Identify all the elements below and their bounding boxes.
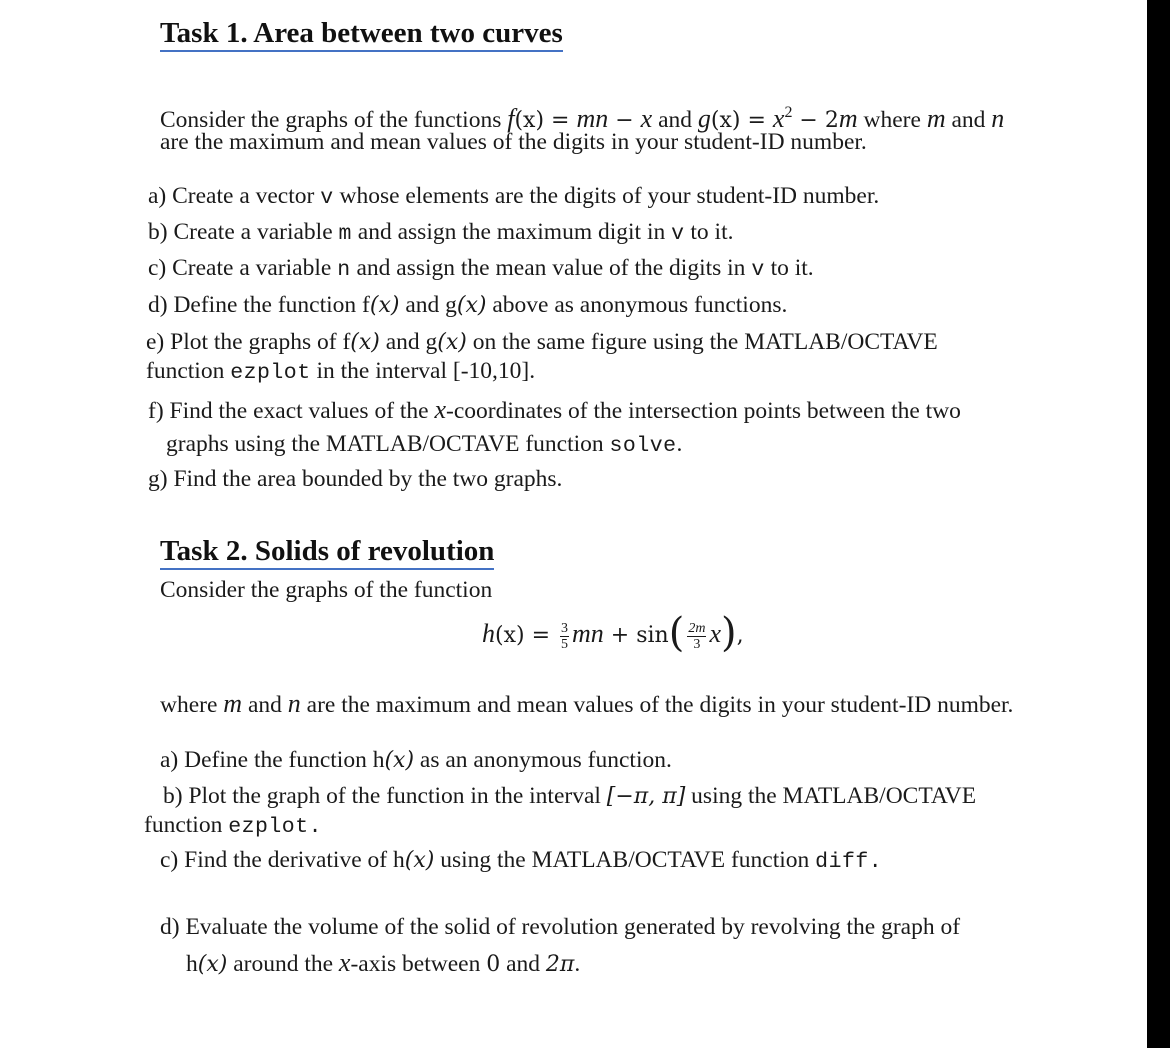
task1-intro-line1: Consider the graphs of the functions f(x) = mn − x and $g(x) = x^2 - 2m$ where m and n <box>160 104 1005 133</box>
task1-item-f-cont: graphs using the MATLAB/OCTAVE function solve. <box>166 431 683 458</box>
task1-title: Task 1. Area between two curves <box>160 17 563 52</box>
task2-item-b-cont: function ezplot. <box>144 812 323 839</box>
task2-title: Task 2. Solids of revolution <box>160 535 494 570</box>
task1-item-a: a) Create a vector v whose elements are the digits of your student-ID number. <box>148 183 880 210</box>
task2-item-d: d) Evaluate the volume of the solid of revolution generated by revolving the graph of <box>160 914 961 940</box>
task2-intro: Consider the graphs of the function <box>160 577 493 603</box>
task1-item-e-cont: function ezplot in the interval [-10,10]. <box>146 358 536 385</box>
task1-item-e: e) Plot the graphs of f(x) and g(x) on the same figure using the MATLAB/OCTAVE <box>146 329 938 355</box>
task2-where: where m and n are the maximum and mean values of the digits in your student-ID number. <box>160 689 1014 718</box>
h-formula: h(x) = $\frac{3}{5}$ mn + sin( $\frac{2m}{3}$ x), <box>482 610 744 656</box>
fraction-three-fifths: $\frac{3}{5}$ <box>561 620 568 652</box>
window-edge <box>1147 0 1170 1048</box>
task1-item-g: g) Find the area bounded by the two graphs. <box>148 466 563 492</box>
task2-item-d-cont: h(x) around the x-axis between 0 and 2π. <box>186 948 581 977</box>
task2-item-a: a) Define the function h(x) as an anonymous function. <box>160 747 672 773</box>
fraction-2m-thirds: $\frac{2m}{3}$ <box>688 620 706 652</box>
task1-intro-line2: are the maximum and mean values of the digits in your student-ID number. <box>160 129 867 155</box>
task1-item-f: f) Find the exact values of the x-coordinates of the intersection points between the two <box>148 395 961 424</box>
task1-heading <box>160 17 563 49</box>
task1-item-c: c) Create a variable n and assign the mean value of the digits in v to it. <box>148 255 814 282</box>
task1-item-d: d) Define the function f(x) and g(x) above as anonymous functions. <box>148 292 788 318</box>
task2-item-c: c) Find the derivative of h(x) using the MATLAB/OCTAVE function diff. <box>160 847 883 874</box>
task1-item-b: b) Create a variable m and assign the maximum digit in v to it. <box>148 219 734 246</box>
task2-heading <box>160 535 494 567</box>
task2-item-b: b) Plot the graph of the function in the interval [−π, π] using the MATLAB/OCTAVE <box>163 783 977 809</box>
